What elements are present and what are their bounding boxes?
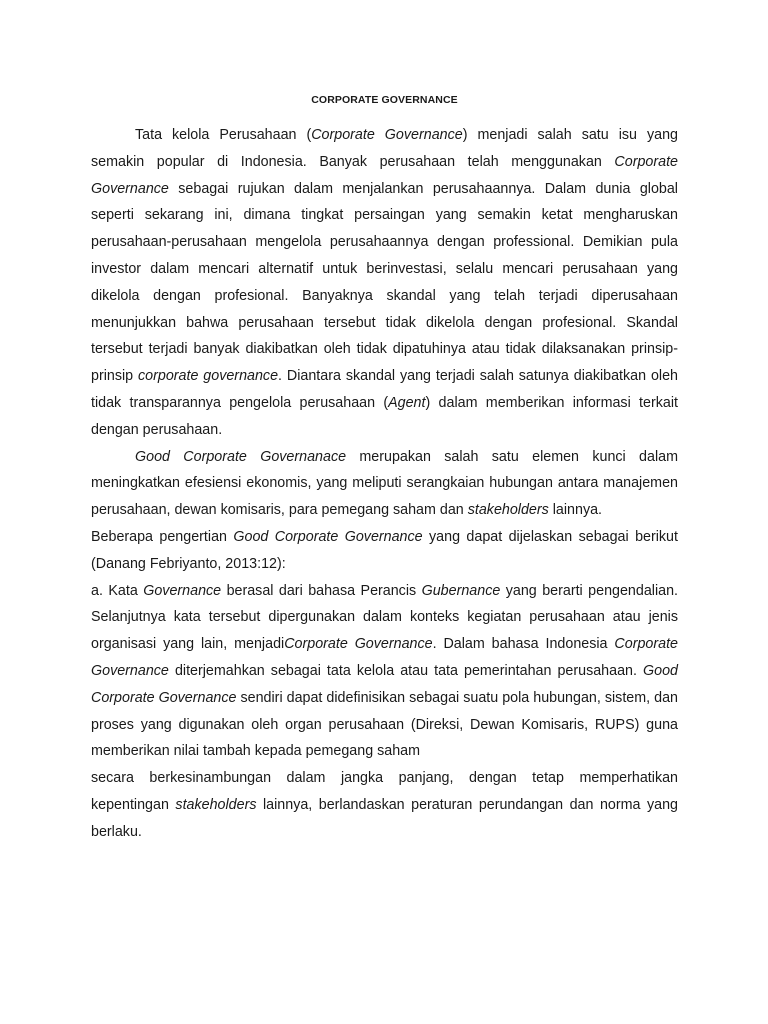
document-body: [91, 122, 678, 846]
italic-term: Good Corporate Governance: [233, 528, 423, 545]
paragraph: [91, 122, 678, 444]
text-run: yang berarti pengendalian. Selanjutnya kata tersebut dipergunakan dalam konteks kegiatan perusahaan atau jenis organisasi yang lain, menjadi: [91, 582, 679, 653]
text-run: sendiri dapat didefinisikan sebagai suatu pola hubungan, sistem, dan proses yang digunakan oleh organ perusahaan (Direksi, Dewan Komisaris, RUPS) guna memberikan nilai tambah kepada pemegang saham: [91, 689, 679, 760]
italic-term: Corporate Governance: [91, 153, 678, 197]
text-run: Beberapa pengertian: [91, 528, 234, 545]
paragraph: [91, 765, 678, 845]
text-run: lainnya, berlandaskan peraturan perundangan dan norma yang berlaku.: [91, 796, 678, 840]
italic-term: Agent: [388, 394, 426, 411]
text-run: . Diantara skandal yang terjadi salah satunya diakibatkan oleh tidak transparannya pengelola perusahaan (: [91, 368, 679, 411]
paragraph: [91, 578, 678, 766]
paragraph: [91, 524, 678, 578]
text-run: ) menjadi salah satu isu yang semakin popular di Indonesia. Banyak perusahaan telah menggunakan: [91, 127, 678, 170]
paragraph: [91, 444, 678, 524]
italic-term: stakeholders: [467, 502, 549, 519]
italic-term: Good Corporate Governanace: [135, 448, 347, 465]
italic-term: Corporate Governance: [284, 636, 433, 653]
italic-term: Gubernance: [421, 582, 501, 599]
italic-term: corporate governance: [138, 368, 279, 385]
text-run: merupakan salah satu elemen kunci dalam meningkatkan efesiensi ekonomis, yang meliputi serangkaian hubungan antara manajemen perusahaan, dewan komisaris, para pemegang saham dan: [91, 448, 678, 519]
italic-term: Corporate Governance: [311, 127, 463, 143]
italic-term: Corporate Governance: [91, 636, 678, 679]
text-run: lainnya.: [548, 502, 603, 519]
text-run: secara berkesinambungan dalam jangka panjang, dengan tetap memperhatikan kepentingan: [91, 770, 678, 813]
italic-term: Governance: [143, 582, 222, 599]
italic-term: Good Corporate Governance: [91, 662, 678, 706]
text-run: ) dalam memberikan informasi terkait dengan perusahaan.: [91, 394, 678, 438]
text-run: diterjemahkan sebagai tata kelola atau tata pemerintahan perusahaan.: [168, 662, 644, 679]
text-run: . Dalam bahasa Indonesia: [432, 636, 615, 653]
page-title: CORPORATE GOVERNANCE: [311, 94, 458, 106]
text-run: Tata kelola Perusahaan (: [135, 127, 312, 143]
italic-term: stakeholders: [175, 796, 257, 813]
text-run: sebagai rujukan dalam menjalankan perusahaannya. Dalam dunia global seperti sekarang ini, dimana tingkat persaingan yang semakin ketat mengharuskan perusahaan-perusahaan mengelola perusahaannya dengan professional. Demikian pula investor dalam mencari alternatif untuk berinvestasi, selalu mencari perusahaan yang dikelola dengan profesional. Banyaknya skandal yang telah terjadi diperusahaan menunjukkan bahwa perusahaan tersebut tidak dikelola dengan profesional. Skandal tersebut terjadi banyak diakibatkan oleh tidak dipatuhinya atau tidak dilaksanakan prinsip-prinsip: [91, 180, 678, 385]
text-run: berasal dari bahasa Perancis: [221, 582, 422, 599]
text-run: a. Kata: [91, 582, 144, 599]
text-run: yang dapat dijelaskan sebagai berikut (Danang Febriyanto, 2013:12):: [91, 528, 678, 572]
